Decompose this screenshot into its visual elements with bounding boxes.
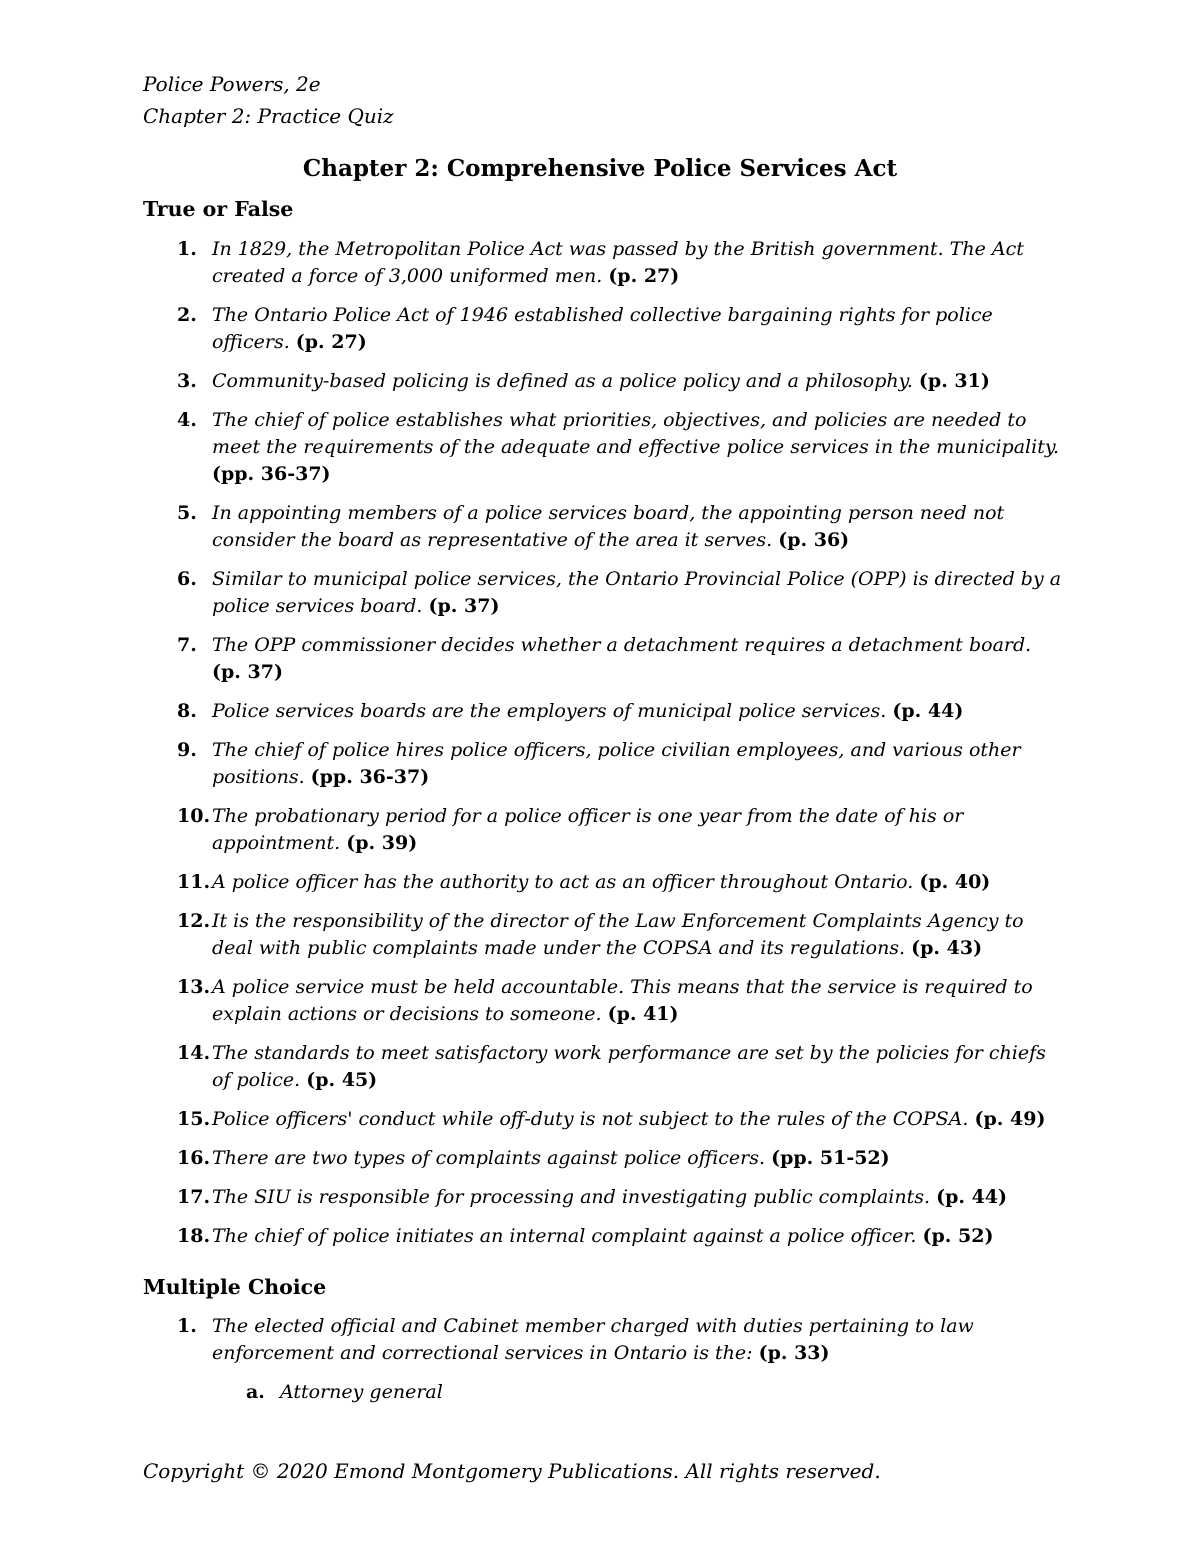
list-item	[143, 803, 1063, 857]
question-text: It is the responsibility of the director of the Law Enforcement Complaints Agency to deal with public complaints made under the COPSA and its regulations.	[212, 910, 1024, 959]
question-text: Police officers' conduct while off-duty is not subject to the rules of the COPSA.	[212, 1108, 975, 1130]
question-number: 1.	[177, 238, 197, 260]
question-number: 13.	[177, 976, 211, 998]
page-reference: (p. 31)	[918, 370, 990, 392]
question-text: A police service must be held accountable. This means that the service is required to explain actions or decisions to someone.	[212, 976, 1033, 1025]
page-reference: (pp. 36-37)	[310, 766, 430, 788]
list-item	[143, 302, 1063, 356]
question-text: The SIU is responsible for processing and investigating public complaints.	[212, 1186, 937, 1208]
question-text: The elected official and Cabinet member charged with duties pertaining to law enforcement and correctional services in Ontario is the:	[212, 1315, 974, 1364]
question-text: The Ontario Police Act of 1946 established collective bargaining rights for police officers.	[212, 304, 993, 353]
list-item	[143, 737, 1063, 791]
question-number: 6.	[177, 568, 197, 590]
list-item	[143, 908, 1063, 962]
question-text: The standards to meet satisfactory work performance are set by the policies for chiefs of police.	[212, 1042, 1046, 1091]
list-item	[143, 368, 1063, 395]
list-item	[143, 236, 1063, 290]
list-item	[143, 974, 1063, 1028]
question-text: A police officer has the authority to act as an officer throughout Ontario.	[212, 871, 920, 893]
answer-option	[143, 1379, 1063, 1406]
list-item	[143, 1184, 1063, 1211]
list-item	[143, 1040, 1063, 1094]
list-item	[143, 1313, 1063, 1406]
page-reference: (p. 27)	[295, 331, 367, 353]
question-number: 16.	[177, 1147, 211, 1169]
page-reference: (pp. 51-52)	[771, 1147, 890, 1169]
question-number: 18.	[177, 1225, 211, 1247]
true-false-heading: True or False	[143, 197, 294, 221]
list-item	[143, 1223, 1063, 1250]
page-reference: (p. 45)	[306, 1069, 378, 1091]
page-reference: (p. 39)	[346, 832, 418, 854]
option-label: a.	[246, 1381, 265, 1403]
question-text: Similar to municipal police services, the Ontario Provincial Police (OPP) is directed by a police services board.	[212, 568, 1062, 617]
question-text: The chief of police establishes what priorities, objectives, and policies are needed to meet the requirements of the adequate and effective police services in the municipality.	[212, 409, 1060, 458]
list-item	[143, 869, 1063, 896]
page-reference: (pp. 36-37)	[212, 463, 331, 485]
question-number: 7.	[177, 634, 197, 656]
question-text: The probationary period for a police officer is one year from the date of his or appointment.	[212, 805, 964, 854]
page-reference: (p. 33)	[758, 1342, 830, 1364]
question-number: 3.	[177, 370, 197, 392]
book-title: Police Powers, 2e	[143, 72, 321, 96]
question-text: The OPP commissioner decides whether a detachment requires a detachment board.	[212, 634, 1032, 656]
chapter-subtitle: Chapter 2: Practice Quiz	[143, 104, 394, 128]
question-text: There are two types of complaints against police officers.	[212, 1147, 772, 1169]
list-item	[143, 1145, 1063, 1172]
list-item	[143, 500, 1063, 554]
document-title: Chapter 2: Comprehensive Police Services Act	[302, 155, 898, 182]
list-item	[143, 1106, 1063, 1133]
question-number: 9.	[177, 739, 197, 761]
page-reference: (p. 44)	[892, 700, 964, 722]
question-number: 17.	[177, 1186, 211, 1208]
true-false-list	[143, 236, 1063, 1262]
question-number: 10.	[177, 805, 211, 827]
list-item	[143, 698, 1063, 725]
question-text: In appointing members of a police services board, the appointing person need not consider the board as representative of the area it serves.	[212, 502, 1005, 551]
page-reference: (p. 37)	[212, 661, 283, 683]
question-number: 14.	[177, 1042, 211, 1064]
question-number: 1.	[177, 1315, 197, 1337]
page-header	[143, 68, 394, 132]
page-reference: (p. 52)	[922, 1225, 994, 1247]
question-number: 2.	[177, 304, 197, 326]
question-text: Police services boards are the employers of municipal police services.	[212, 700, 893, 722]
question-text: Community-based policing is defined as a police policy and a philosophy.	[212, 370, 919, 392]
page-reference: (p. 41)	[607, 1003, 679, 1025]
copyright-footer: Copyright © 2020 Emond Montgomery Publications. All rights reserved.	[143, 1459, 881, 1483]
page-reference: (p. 36)	[778, 529, 850, 551]
list-item	[143, 566, 1063, 620]
list-item	[143, 407, 1063, 488]
list-item	[143, 632, 1063, 686]
question-number: 4.	[177, 409, 197, 431]
page-reference: (p. 43)	[911, 937, 983, 959]
page-reference: (p. 44)	[936, 1186, 1008, 1208]
question-number: 12.	[177, 910, 211, 932]
question-text: In 1829, the Metropolitan Police Act was passed by the British government. The Act created a force of 3,000 uniformed men.	[212, 238, 1024, 287]
page-reference: (p. 40)	[919, 871, 991, 893]
question-number: 11.	[177, 871, 211, 893]
question-number: 15.	[177, 1108, 211, 1130]
question-text: The chief of police hires police officers, police civilian employees, and various other positions.	[212, 739, 1021, 788]
page-reference: (p. 37)	[428, 595, 500, 617]
page-reference: (p. 27)	[608, 265, 680, 287]
multiple-choice-list	[143, 1313, 1063, 1418]
question-number: 8.	[177, 700, 197, 722]
page-reference: (p. 49)	[974, 1108, 1046, 1130]
question-text: The chief of police initiates an internal complaint against a police officer.	[212, 1225, 923, 1247]
multiple-choice-heading: Multiple Choice	[143, 1275, 327, 1299]
question-number: 5.	[177, 502, 197, 524]
option-text: Attorney general	[280, 1381, 443, 1403]
